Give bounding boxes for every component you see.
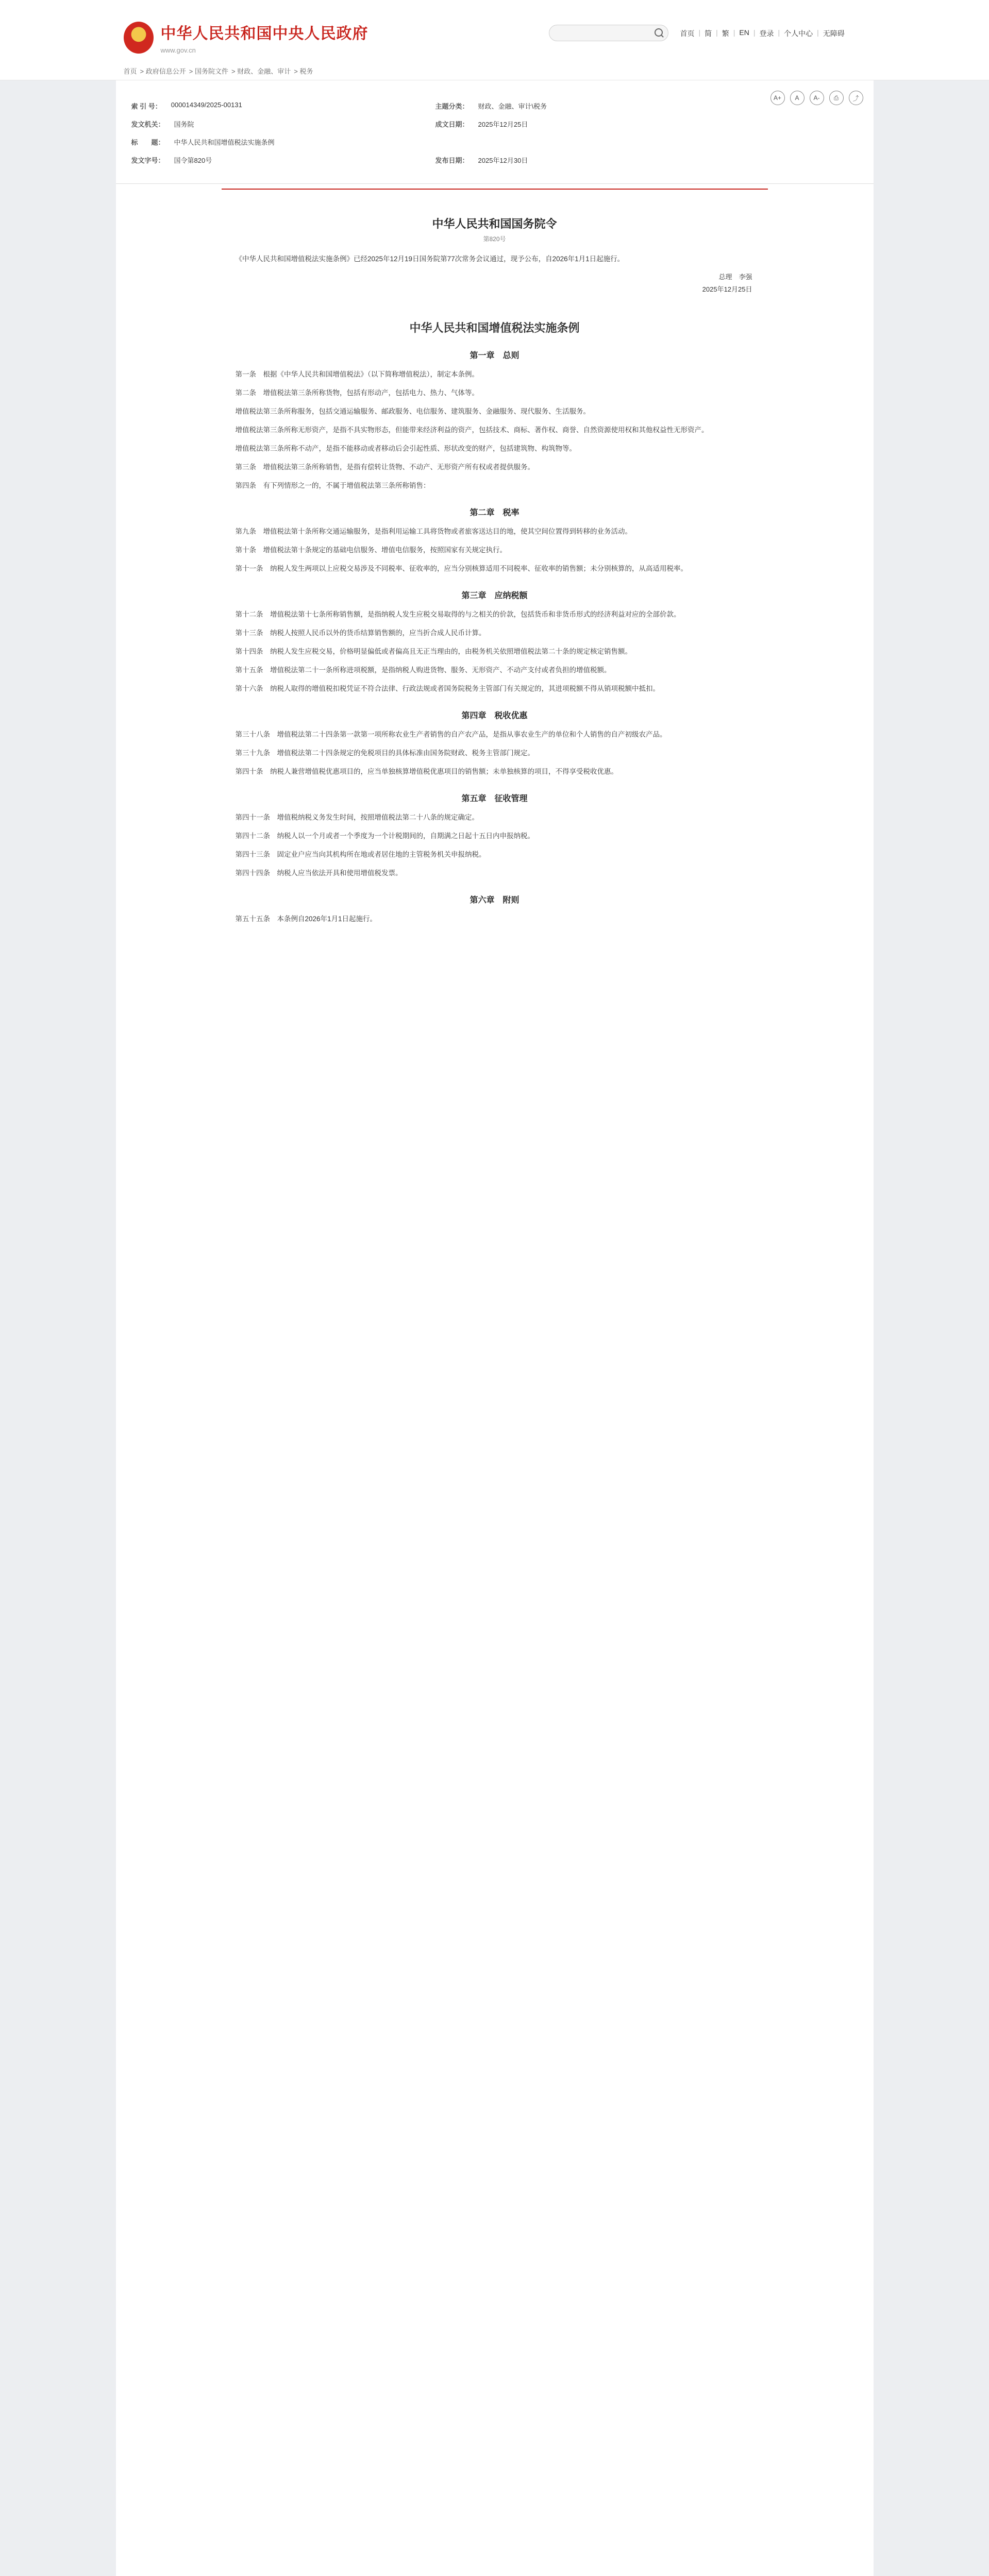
meta-docno-value: 国令第820号 bbox=[174, 157, 212, 164]
meta-label: 发文机关： bbox=[131, 121, 165, 128]
meta-label: 标 题： bbox=[131, 139, 165, 146]
article-paragraph: 第十二条 增值税法第十七条所称销售额，是指纳税人发生应税交易取得的与之相关的价款，包括货币和非货币形式的经济利益对应的全部价款。 bbox=[235, 611, 681, 618]
premier-signature: 总理 李强 bbox=[718, 273, 752, 281]
national-emblem-icon bbox=[124, 22, 154, 54]
meta-title-value: 中华人民共和国增值税法实施条例 bbox=[174, 139, 275, 146]
nav-divider: | bbox=[753, 28, 756, 37]
search-icon[interactable] bbox=[655, 28, 663, 37]
meta-category-value: 财政、金融、审计\税务 bbox=[478, 103, 547, 110]
nav-divider: | bbox=[817, 28, 819, 37]
regulation-title: 中华人民共和国增值税法实施条例 bbox=[409, 321, 580, 335]
nav-english[interactable]: EN bbox=[739, 28, 749, 37]
meta-publish-value: 2025年12月30日 bbox=[478, 157, 528, 164]
site-brand[interactable] bbox=[124, 21, 368, 54]
article-paragraph: 第十条 增值税法第十条规定的基础电信服务、增值电信服务，按照国家有关规定执行。 bbox=[235, 546, 507, 554]
nav-home[interactable]: 首页 bbox=[680, 29, 695, 38]
breadcrumb-item[interactable]: 政府信息公开 bbox=[145, 67, 186, 75]
meta-written-value: 2025年12月25日 bbox=[478, 121, 528, 128]
chapter-title: 第四章 税收优惠 bbox=[461, 711, 528, 720]
decree-number: 第820号 bbox=[483, 235, 506, 243]
meta-label: 成文日期： bbox=[435, 121, 469, 128]
chapter-1 bbox=[222, 349, 768, 493]
article-paragraph: 第九条 增值税法第十条所称交通运输服务，是指利用运输工具将货物或者旅客送达目的地，使其空间位置得到转移的业务活动。 bbox=[235, 528, 632, 535]
decree-text: 《中华人民共和国增值税法实施条例》已经2025年12月19日国务院第77次常务会议通过，现予公布，自2026年1月1日起施行。 bbox=[235, 255, 625, 263]
chapter-4 bbox=[222, 709, 768, 778]
article-paragraph: 第四十三条 固定业户应当向其机构所在地或者居住地的主管税务机关申报纳税。 bbox=[235, 851, 486, 858]
decree-title: 中华人民共和国国务院令 bbox=[432, 217, 557, 231]
site-title: 中华人民共和国中央人民政府 bbox=[160, 25, 368, 43]
nav-divider: | bbox=[778, 28, 780, 37]
nav-divider: | bbox=[698, 28, 701, 37]
font-normal-icon[interactable]: A bbox=[790, 91, 804, 105]
chapter-title: 第六章 附则 bbox=[470, 896, 519, 905]
nav-divider: | bbox=[733, 28, 735, 37]
font-larger-icon[interactable]: A+ bbox=[770, 91, 785, 105]
article-paragraph: 第三十八条 增值税法第二十四条第一款第一项所称农业生产者销售的自产农产品，是指从事农业生产的单位和个人销售的自产初级农产品。 bbox=[235, 731, 667, 738]
chapter-title: 第二章 税率 bbox=[470, 509, 519, 517]
article-paragraph: 第三十九条 增值税法第二十四条规定的免税项目的具体标准由国务院财政、税务主管部门规定。 bbox=[235, 749, 534, 757]
article-paragraph: 增值税法第三条所称不动产，是指不能移动或者移动后会引起性质、形状改变的财产，包括建筑物、构筑物等。 bbox=[235, 445, 576, 452]
article-paragraph: 第十三条 纳税人按照人民币以外的货币结算销售额的，应当折合成人民币计算。 bbox=[235, 629, 486, 637]
document-body bbox=[116, 189, 874, 2576]
meta-label: 发文字号： bbox=[131, 157, 165, 164]
article-paragraph: 增值税法第三条所称服务，包括交通运输服务、邮政服务、电信服务、建筑服务、金融服务、现代服务、生活服务。 bbox=[235, 408, 590, 415]
decree-date: 2025年12月25日 bbox=[702, 285, 752, 293]
chapter-5 bbox=[222, 792, 768, 880]
article-paragraph: 第四条 有下列情形之一的，不属于增值税法第三条所称销售： bbox=[235, 482, 430, 489]
search-box bbox=[549, 25, 668, 41]
chapter-title: 第五章 征收管理 bbox=[461, 794, 528, 803]
article-paragraph: 第十六条 纳税人取得的增值税扣税凭证不符合法律、行政法规或者国务院税务主管部门有关规定的，其进项税额不得从销项税额中抵扣。 bbox=[235, 685, 660, 692]
nav-simplified[interactable]: 简 bbox=[705, 29, 712, 38]
article-paragraph: 第四十条 纳税人兼营增值税优惠项目的，应当单独核算增值税优惠项目的销售额；未单独核算的项目，不得享受税收优惠。 bbox=[235, 768, 618, 775]
decree-signature bbox=[237, 271, 752, 296]
breadcrumb-item[interactable]: 国务院文件 bbox=[194, 67, 228, 75]
document-paper bbox=[222, 189, 768, 926]
article-paragraph: 第十一条 纳税人发生两项以上应税交易涉及不同税率、征收率的，应当分别核算适用不同税率、征收率的销售额；未分别核算的，从高适用税率。 bbox=[235, 565, 688, 572]
chapter-title: 第一章 总则 bbox=[470, 351, 519, 360]
page-tools bbox=[770, 91, 863, 105]
document-meta bbox=[116, 80, 874, 184]
search-input[interactable] bbox=[549, 25, 655, 40]
breadcrumb-item[interactable]: 首页 bbox=[123, 67, 137, 75]
meta-label: 主题分类： bbox=[435, 103, 469, 110]
chapter-6 bbox=[222, 893, 768, 926]
meta-label: 发布日期： bbox=[435, 157, 469, 164]
article-paragraph: 第四十一条 增值税纳税义务发生时间，按照增值税法第二十八条的规定确定。 bbox=[235, 814, 479, 821]
article-paragraph: 第十五条 增值税法第二十一条所称进项税额，是指纳税人购进货物、服务、无形资产、不动产支付或者负担的增值税额。 bbox=[235, 666, 611, 674]
article-paragraph: 第一条 根据《中华人民共和国增值税法》（以下简称增值税法），制定本条例。 bbox=[235, 370, 479, 378]
nav-login[interactable]: 登录 bbox=[759, 29, 774, 38]
meta-label: 索 引 号： bbox=[131, 103, 162, 110]
nav-accessibility[interactable]: 无障碍 bbox=[823, 29, 845, 38]
print-icon[interactable]: ⎙ bbox=[829, 91, 844, 105]
meta-index-value: 000014349/2025-00131 bbox=[171, 101, 242, 109]
top-nav bbox=[680, 28, 845, 39]
chapter-2 bbox=[222, 506, 768, 575]
nav-user-center[interactable]: 个人中心 bbox=[784, 29, 813, 38]
meta-issuer-value: 国务院 bbox=[174, 121, 194, 128]
article-paragraph: 第二条 增值税法第三条所称货物，包括有形动产，包括电力、热力、气体等。 bbox=[235, 389, 479, 397]
article-paragraph: 增值税法第三条所称无形资产，是指不具实物形态，但能带来经济利益的资产，包括技术、商标、著作权、商誉、自然资源使用权和其他权益性无形资产。 bbox=[235, 426, 709, 434]
breadcrumb: 首页 > 政府信息公开 > 国务院文件 > 财政、金融、审计 > 税务 bbox=[123, 67, 313, 75]
article-paragraph: 第三条 增值税法第三条所称销售，是指有偿转让货物、不动产、无形资产所有权或者提供服务。 bbox=[235, 463, 534, 471]
site-url: www.gov.cn bbox=[160, 46, 196, 54]
breadcrumb-item[interactable]: 税务 bbox=[299, 67, 313, 75]
font-smaller-icon[interactable]: A- bbox=[810, 91, 824, 105]
article-paragraph: 第四十四条 纳税人应当依法开具和使用增值税发票。 bbox=[235, 869, 403, 877]
content-page bbox=[116, 80, 874, 2576]
article-paragraph: 第十四条 纳税人发生应税交易，价格明显偏低或者偏高且无正当理由的，由税务机关依照增值税法第二十条的规定核定销售额。 bbox=[235, 648, 632, 655]
nav-traditional[interactable]: 繁 bbox=[722, 29, 729, 38]
article-paragraph: 第四十二条 纳税人以一个月或者一个季度为一个计税期间的，自期满之日起十五日内申报纳税。 bbox=[235, 832, 534, 840]
chapter-3 bbox=[222, 589, 768, 696]
chapter-title: 第三章 应纳税额 bbox=[461, 591, 528, 600]
share-icon[interactable]: ⤴ bbox=[849, 91, 863, 105]
site-header bbox=[0, 0, 989, 80]
article-paragraph: 第五十五条 本条例自2026年1月1日起施行。 bbox=[235, 915, 377, 923]
breadcrumb-item[interactable]: 财政、金融、审计 bbox=[237, 67, 291, 75]
nav-divider: | bbox=[716, 28, 718, 37]
